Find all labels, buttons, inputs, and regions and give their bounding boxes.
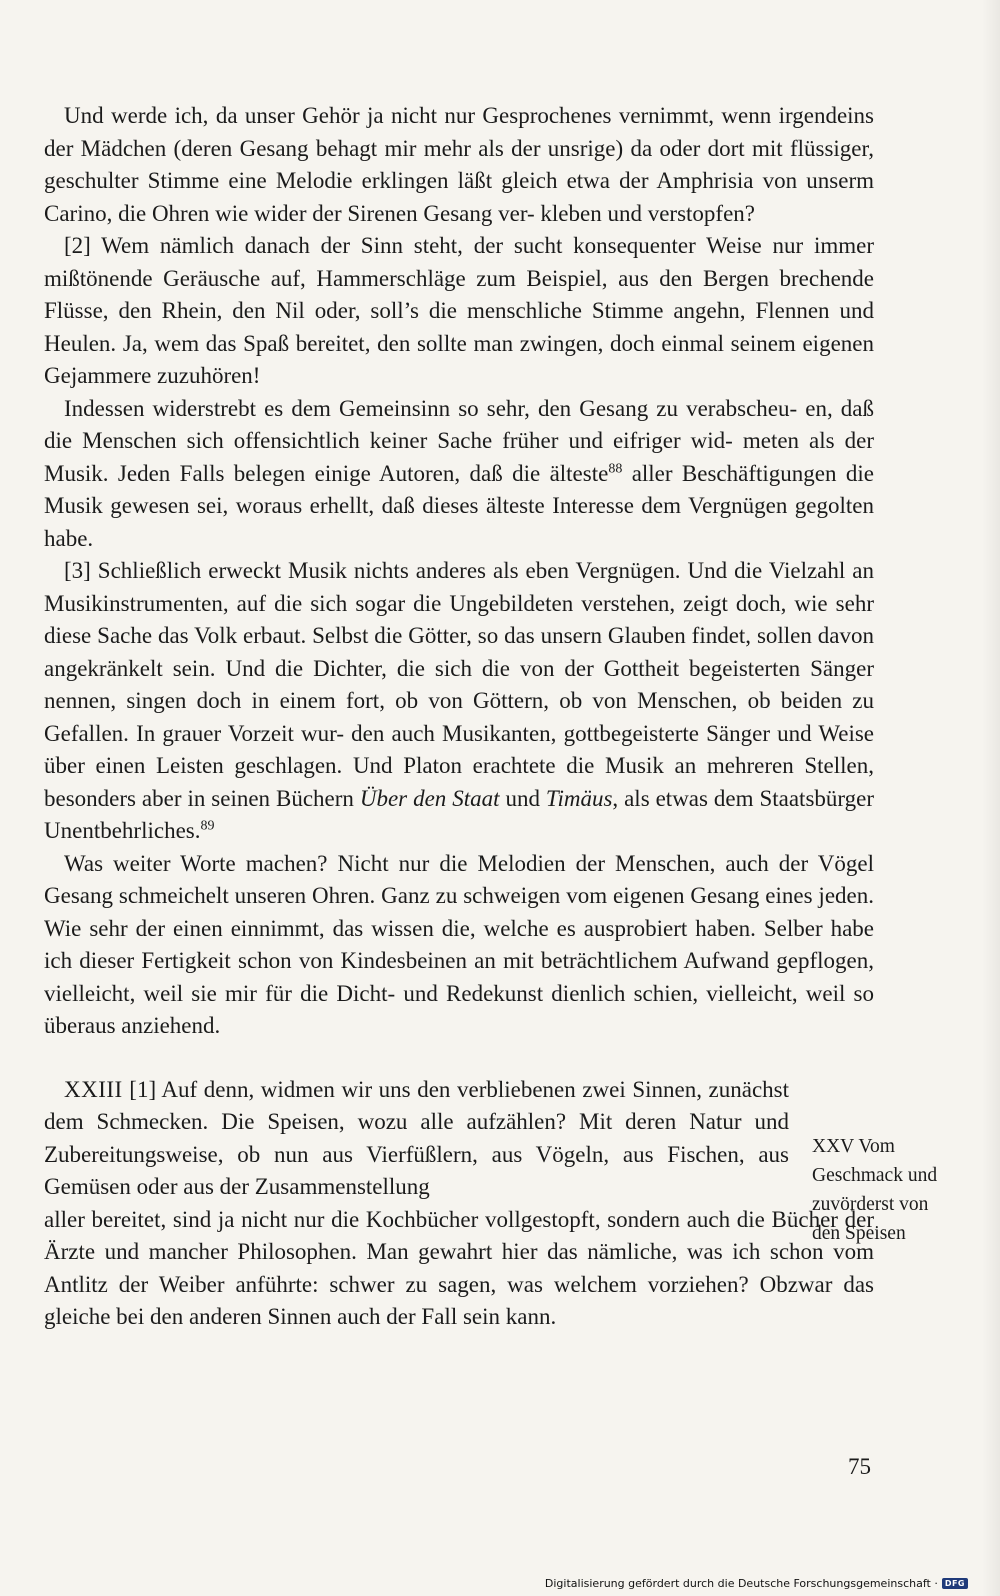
margin-note (812, 1132, 972, 1248)
footnote-ref-88: 88 (608, 460, 623, 476)
chapter-xxiii-opening (44, 1074, 789, 1204)
margin-note-line: XXV Vom (812, 1136, 895, 1157)
paragraph-3-text-b: aller Beschäftigungen die Musik gewesen sei, woraus erhellt, daß dieses älteste Interesse dem Vergnügen gegolten habe. (44, 460, 874, 551)
footnote-ref-89: 89 (200, 818, 215, 834)
paragraph-2: [2] Wem nämlich danach der Sinn steht, der sucht konsequenter Weise nur immer mißtönende Geräusche auf, Hammerschläge zum Beispiel, aus den Bergen brechende Flüsse, den Rhein, den Nil oder, soll’s die menschliche Stimme angehn, Flennen und Heulen. Ja, wem das Spaß bereitet, den sollte man zwingen, doch einmal seinem eigenen Gejammere zuzuhören! (44, 233, 874, 388)
chapter-opening-text: [1] Auf denn, widmen wir uns den verbliebenen zwei Sinnen, zunächst dem Schmecken. Die Speisen, wozu alle aufzählen? Mit deren Natur und Zubereitungsweise, ob nun aus Vierfüßlern, aus Vögeln, aus Fischen, aus Gemüsen oder aus der Zusammenstellung (44, 1076, 789, 1199)
paragraph-3 (44, 393, 874, 556)
paragraph-4-text-b: und (499, 785, 546, 811)
page-edge-shadow (982, 0, 1000, 1596)
chapter-xxiii-continuation: aller bereitet, sind ja nicht nur die Kochbücher vollgestopft, sondern auch die Bücher der Ärzte und mancher Philosophen. Man gewahrt hier das nämliche, was ich schon vom Antlitz der Weiber anführte: schwer zu sagen, was welchem vorziehen? Obzwar das gleiche bei den anderen Sinnen auch der Fall sein kann. (44, 1206, 874, 1329)
paragraph-4 (44, 555, 874, 848)
paragraph-4-text-a: [3] Schließlich erweckt Musik nichts anderes als eben Vergnügen. Und die Vielzahl an Musikinstrumenten, auf die sich sogar die Ungebildeten verstehen, zeigt doch, wie sehr diese Sache das Volk erbaut. Selbst die Götter, so das unsern Glauben findet, sollen davon angekränkelt sein. Und die Dichter, die sich die von der Gottheit begeisterten Sänger nennen, singen doch in einem fort, ob von Göttern, ob von Menschen, ob beiden zu Gefallen. In grauer Vorzeit wur- den auch Musikanten, gottbegeisterte Sänger und Weise über einen Leisten geschlagen. Und Platon erachtete die Musik an mehreren Stellen, besonders aber in seinen Büchern (44, 558, 874, 811)
book-title-staat: Über den Staat (359, 785, 500, 811)
chapter-number: XXIII (64, 1076, 123, 1102)
credit-text: Digitalisierung gefördert durch die Deutsche Forschungsgemeinschaft · (544, 1577, 938, 1590)
paragraph-1: Und werde ich, da unser Gehör ja nicht nur Gesprochenes vernimmt, wenn irgendeins der Mädchen (deren Gesang behagt mir mehr als der unsrige) da oder dort mit flüssiger, geschulter Stimme eine Melodie erklingen läßt gleich etwa der Amphrisia von unserm Carino, die Ohren wie wider der Sirenen Gesang ver- kleben und verstopfen? (44, 103, 874, 226)
paragraph-3-text-a: Indessen widerstrebt es dem Gemeinsinn so sehr, den Gesang zu verabscheu- en, daß die Menschen sich offensichtlich keiner Sache früher und eifriger wid- meten als der Musik. Jeden Falls belegen einige Autoren, daß die älteste (44, 395, 874, 486)
digitization-credit (545, 1577, 968, 1590)
dfg-logo: DFG (942, 1578, 968, 1589)
chapter-xxiii (44, 1074, 874, 1334)
paragraph-4-text-c: , als etwas dem Staatsbürger Unentbehrliches. (44, 785, 875, 843)
page-number: 75 (848, 1454, 871, 1479)
margin-note-line: Geschmack und (812, 1165, 938, 1186)
book-title-timaeus: Timäus (545, 785, 613, 811)
margin-note-line: den Speisen (812, 1223, 906, 1244)
margin-note-line: zuvörderst von (812, 1194, 929, 1215)
paragraph-5: Was weiter Worte machen? Nicht nur die Melodien der Menschen, auch der Vögel Gesang schmeichelt unseren Ohren. Ganz zu schweigen vom eigenen Gesang eines jeden. Wie sehr der einen einnimmt, das wissen die, welche es ausprobiert haben. Selber habe ich dieser Fertigkeit schon von Kindesbeinen an mit beträchtlichem Aufwand gepflogen, vielleicht, weil sie mir für die Dicht- und Redekunst dienlich schien, vielleicht, weil so überaus anziehend. (44, 850, 874, 1038)
main-text-column (44, 100, 874, 1334)
